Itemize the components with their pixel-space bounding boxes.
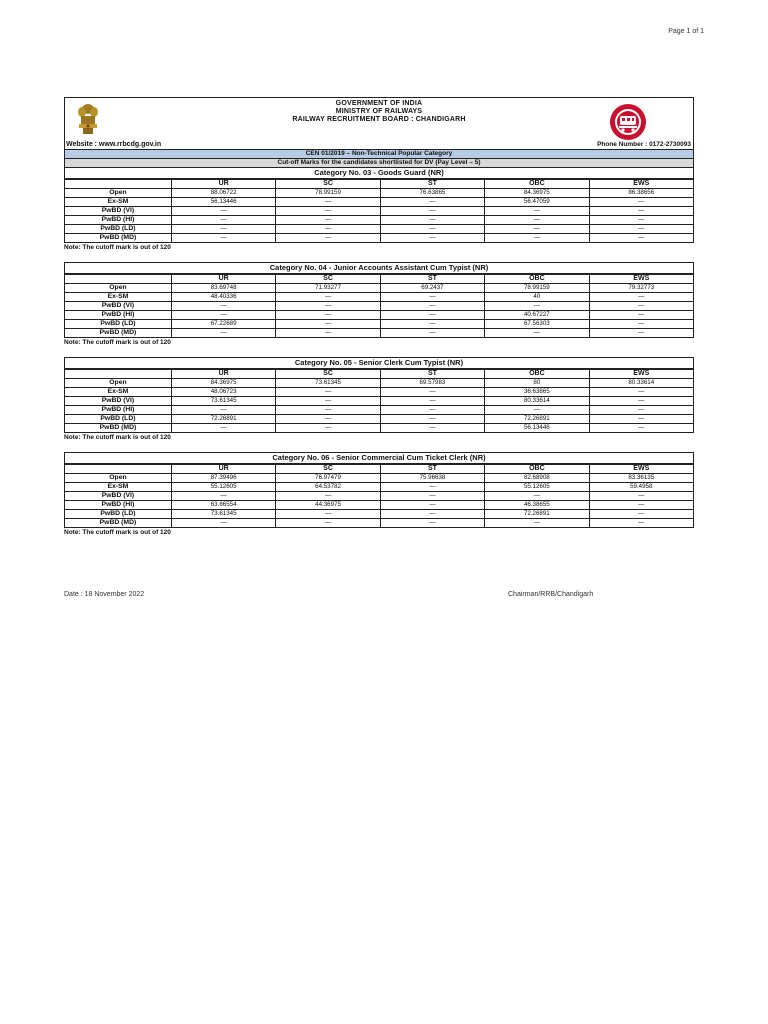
category-title: Category No. 05 - Senior Clerk Cum Typist (NR) [64, 357, 694, 369]
column-header: SC [276, 180, 380, 189]
table-header-row [65, 180, 694, 189]
cutoff-cell: — [485, 234, 589, 243]
cutoff-cell: — [485, 302, 589, 311]
cutoff-cell: — [485, 329, 589, 338]
column-header: EWS [589, 465, 693, 474]
cutoff-cell: 64.53782 [276, 483, 380, 492]
cutoff-cell: — [589, 198, 693, 207]
cutoff-cell: 80 [485, 379, 589, 388]
cutoff-cell: — [589, 293, 693, 302]
cutoff-cell: 67.56303 [485, 320, 589, 329]
cutoff-cell: — [380, 198, 484, 207]
column-header: EWS [589, 275, 693, 284]
column-header: EWS [589, 180, 693, 189]
column-header: UR [171, 370, 275, 379]
column-header: OBC [485, 465, 589, 474]
cutoff-cell: — [380, 492, 484, 501]
cutoff-note: Note: The cutoff mark is out of 120 [64, 434, 171, 441]
table-row [65, 474, 694, 483]
cutoff-cell: 80.33614 [589, 379, 693, 388]
cutoff-cell: — [589, 519, 693, 528]
cutoff-cell: 84.36975 [171, 379, 275, 388]
category-block [64, 442, 694, 537]
category-title: Category No. 06 - Senior Commercial Cum Ticket Clerk (NR) [64, 452, 694, 464]
cutoff-cell: — [380, 216, 484, 225]
cutoff-cell: — [589, 216, 693, 225]
cutoff-cell: — [380, 388, 484, 397]
cutoff-cell: — [380, 510, 484, 519]
cutoff-cell: 55.12605 [171, 483, 275, 492]
cutoff-cell: — [380, 415, 484, 424]
signatory: Chairman/RRB/Chandigarh [508, 591, 594, 598]
row-label: Ex-SM [65, 198, 172, 207]
cutoff-cell: 82.68908 [485, 474, 589, 483]
column-header: ST [380, 465, 484, 474]
category-block [64, 347, 694, 442]
table-row [65, 415, 694, 424]
cutoff-cell: — [276, 216, 380, 225]
cutoff-cell: — [171, 406, 275, 415]
row-label: PwBD (MD) [65, 424, 172, 433]
cutoff-cell: — [276, 225, 380, 234]
row-label: PwBD (VI) [65, 302, 172, 311]
cutoff-table [64, 464, 694, 528]
cutoff-cell: — [485, 216, 589, 225]
cutoff-cell: 79.32773 [589, 284, 693, 293]
cutoff-cell: 48.40336 [171, 293, 275, 302]
table-row [65, 198, 694, 207]
row-label: PwBD (HI) [65, 406, 172, 415]
cutoff-cell: — [276, 406, 380, 415]
cutoff-cell: 73.61345 [171, 397, 275, 406]
issue-date: Date : 18 November 2022 [64, 591, 145, 598]
cutoff-cell: — [276, 388, 380, 397]
row-label: PwBD (VI) [65, 397, 172, 406]
column-header: ST [380, 370, 484, 379]
row-label: PwBD (HI) [65, 501, 172, 510]
cutoff-cell: — [485, 519, 589, 528]
cutoff-cell: — [589, 234, 693, 243]
cutoff-table [64, 369, 694, 433]
cutoff-cell: — [589, 397, 693, 406]
cutoff-cell: — [380, 320, 484, 329]
section-spacer [64, 347, 694, 357]
cutoff-cell: — [171, 302, 275, 311]
cutoff-cell: — [380, 406, 484, 415]
row-label: Open [65, 474, 172, 483]
table-header-row [65, 370, 694, 379]
cutoff-cell: 56.13446 [171, 198, 275, 207]
cutoff-subtitle: Cut-off Marks for the candidates shortlisted for DV (Pay Level – 5) [64, 159, 694, 168]
cutoff-cell: — [380, 424, 484, 433]
cutoff-cell: — [380, 234, 484, 243]
row-label: Ex-SM [65, 293, 172, 302]
category-block [64, 168, 694, 252]
table-header-row [65, 275, 694, 284]
row-label: PwBD (LD) [65, 225, 172, 234]
cutoff-cell: 72.26891 [485, 415, 589, 424]
category-title: Category No. 03 - Goods Guard (NR) [64, 168, 694, 179]
row-label: PwBD (MD) [65, 519, 172, 528]
cutoff-cell: — [171, 311, 275, 320]
column-header: OBC [485, 275, 589, 284]
table-row [65, 397, 694, 406]
table-row [65, 225, 694, 234]
ministry-line: MINISTRY OF RAILWAYS [335, 108, 423, 115]
row-label: PwBD (LD) [65, 320, 172, 329]
cutoff-cell: — [276, 311, 380, 320]
table-row [65, 189, 694, 198]
cutoff-cell: — [589, 388, 693, 397]
cutoff-cell: 69.57983 [380, 379, 484, 388]
cutoff-cell: — [171, 492, 275, 501]
column-header: OBC [485, 180, 589, 189]
government-line: GOVERNMENT OF INDIA [335, 100, 423, 107]
cutoff-cell: 56.13446 [485, 424, 589, 433]
row-label: Open [65, 189, 172, 198]
table-row [65, 388, 694, 397]
cutoff-cell: — [589, 329, 693, 338]
cutoff-cell: 40 [485, 293, 589, 302]
phone-number: Phone Number : 0172-2730093 [597, 141, 691, 148]
table-row [65, 379, 694, 388]
cutoff-cell: 36.63865 [485, 388, 589, 397]
cutoff-cell: — [380, 225, 484, 234]
cutoff-cell: — [276, 424, 380, 433]
column-header: OBC [485, 370, 589, 379]
cutoff-cell: 72.26891 [485, 510, 589, 519]
cutoff-cell: — [171, 216, 275, 225]
cutoff-cell: 75.96638 [380, 474, 484, 483]
cutoff-cell: — [171, 519, 275, 528]
cutoff-cell: 44.36975 [276, 501, 380, 510]
table-row [65, 406, 694, 415]
category-tables [64, 168, 694, 537]
cutoff-cell: — [589, 424, 693, 433]
letterhead [64, 97, 694, 149]
cutoff-cell: — [485, 492, 589, 501]
cen-notice-title: CEN 01/2019 – Non-Technical Popular Category [64, 149, 694, 159]
table-row [65, 284, 694, 293]
table-row [65, 207, 694, 216]
cutoff-cell: 46.38655 [485, 501, 589, 510]
row-label: Open [65, 284, 172, 293]
table-row [65, 311, 694, 320]
cutoff-cell: — [485, 406, 589, 415]
header-corner [65, 370, 172, 379]
column-header: SC [276, 370, 380, 379]
column-header: SC [276, 465, 380, 474]
table-row [65, 216, 694, 225]
cutoff-cell: 71.93277 [276, 284, 380, 293]
cutoff-cell: 67.22689 [171, 320, 275, 329]
table-row [65, 519, 694, 528]
cutoff-cell: — [276, 415, 380, 424]
column-header: UR [171, 465, 275, 474]
row-label: PwBD (MD) [65, 234, 172, 243]
table-row [65, 424, 694, 433]
row-label: Open [65, 379, 172, 388]
cutoff-cell: 78.99159 [485, 284, 589, 293]
cutoff-note: Note: The cutoff mark is out of 120 [64, 529, 171, 536]
table-row [65, 483, 694, 492]
cutoff-cell: — [276, 207, 380, 216]
row-label: PwBD (LD) [65, 510, 172, 519]
row-label: PwBD (LD) [65, 415, 172, 424]
cutoff-cell: — [589, 320, 693, 329]
column-header: SC [276, 275, 380, 284]
column-header: ST [380, 275, 484, 284]
cutoff-cell: — [589, 415, 693, 424]
row-label: PwBD (VI) [65, 207, 172, 216]
cutoff-cell: — [589, 225, 693, 234]
table-row [65, 329, 694, 338]
row-label: Ex-SM [65, 483, 172, 492]
cutoff-cell: — [380, 311, 484, 320]
cutoff-cell: 88.06722 [171, 189, 275, 198]
row-label: Ex-SM [65, 388, 172, 397]
table-row [65, 510, 694, 519]
cutoff-cell: 73.61345 [276, 379, 380, 388]
table-row [65, 234, 694, 243]
section-spacer [64, 252, 694, 262]
cutoff-cell: — [276, 234, 380, 243]
cutoff-cell: — [485, 225, 589, 234]
cutoff-cell: — [171, 207, 275, 216]
cutoff-cell: — [380, 207, 484, 216]
table-row [65, 501, 694, 510]
table-row [65, 293, 694, 302]
cutoff-cell: — [589, 207, 693, 216]
row-label: PwBD (HI) [65, 216, 172, 225]
cutoff-cell: 86.38656 [589, 189, 693, 198]
cutoff-cell: — [171, 424, 275, 433]
board-line: RAILWAY RECRUITMENT BOARD : CHANDIGARH [292, 116, 466, 123]
table-header-row [65, 465, 694, 474]
cutoff-table [64, 179, 694, 243]
indian-railways-logo-icon [609, 103, 647, 141]
cutoff-cell: — [276, 293, 380, 302]
page-number: Page 1 of 1 [668, 28, 704, 35]
cutoff-cell: — [589, 302, 693, 311]
cutoff-cell: 55.12605 [485, 483, 589, 492]
cutoff-cell: — [589, 510, 693, 519]
cutoff-cell: — [276, 329, 380, 338]
cutoff-cell: — [589, 492, 693, 501]
cutoff-note: Note: The cutoff mark is out of 120 [64, 244, 171, 251]
column-header: UR [171, 275, 275, 284]
cutoff-cell: 84.36975 [485, 189, 589, 198]
cutoff-cell: — [171, 225, 275, 234]
cutoff-cell: 87.39496 [171, 474, 275, 483]
cutoff-cell: — [380, 302, 484, 311]
cutoff-table [64, 274, 694, 338]
cutoff-cell: — [380, 501, 484, 510]
column-header: UR [171, 180, 275, 189]
cutoff-cell: 80.33614 [485, 397, 589, 406]
cutoff-cell: — [276, 302, 380, 311]
cutoff-cell: — [380, 397, 484, 406]
cutoff-cell: — [380, 483, 484, 492]
table-row [65, 320, 694, 329]
header-corner [65, 180, 172, 189]
row-label: PwBD (MD) [65, 329, 172, 338]
cutoff-cell: — [276, 492, 380, 501]
cutoff-cell: — [380, 329, 484, 338]
cutoff-cell: — [276, 397, 380, 406]
cutoff-sheet [64, 97, 694, 537]
header-corner [65, 275, 172, 284]
website-link[interactable]: Website : www.rrbcdg.gov.in [66, 141, 162, 148]
cutoff-cell: — [171, 234, 275, 243]
cutoff-cell: — [380, 519, 484, 528]
cutoff-cell: 59.4958 [589, 483, 693, 492]
cutoff-cell: — [589, 406, 693, 415]
cutoff-cell: — [589, 311, 693, 320]
column-header: ST [380, 180, 484, 189]
cutoff-cell: — [380, 293, 484, 302]
cutoff-cell: — [276, 519, 380, 528]
cutoff-cell: 48.06723 [171, 388, 275, 397]
cutoff-cell: — [276, 198, 380, 207]
cutoff-cell: 69.2437 [380, 284, 484, 293]
cutoff-cell: 83.69748 [171, 284, 275, 293]
row-label: PwBD (VI) [65, 492, 172, 501]
organization-heading [65, 100, 693, 124]
row-label: PwBD (HI) [65, 311, 172, 320]
category-block [64, 252, 694, 347]
cutoff-cell: 56.47059 [485, 198, 589, 207]
cutoff-cell: — [485, 207, 589, 216]
cutoff-cell: 72.26891 [171, 415, 275, 424]
cutoff-cell: — [171, 329, 275, 338]
section-spacer [64, 442, 694, 452]
cutoff-cell: 83.36135 [589, 474, 693, 483]
table-row [65, 302, 694, 311]
column-header: EWS [589, 370, 693, 379]
cutoff-cell: 76.97479 [276, 474, 380, 483]
cutoff-cell: 73.61345 [171, 510, 275, 519]
cutoff-note: Note: The cutoff mark is out of 120 [64, 339, 171, 346]
category-title: Category No. 04 - Junior Accounts Assistant Cum Typist (NR) [64, 262, 694, 274]
cutoff-cell: — [589, 501, 693, 510]
table-row [65, 492, 694, 501]
cutoff-cell: — [276, 320, 380, 329]
header-corner [65, 465, 172, 474]
cutoff-cell: 40.67227 [485, 311, 589, 320]
cutoff-cell: 78.99159 [276, 189, 380, 198]
cutoff-cell: — [276, 510, 380, 519]
cutoff-cell: 76.63865 [380, 189, 484, 198]
cutoff-cell: 63.86554 [171, 501, 275, 510]
